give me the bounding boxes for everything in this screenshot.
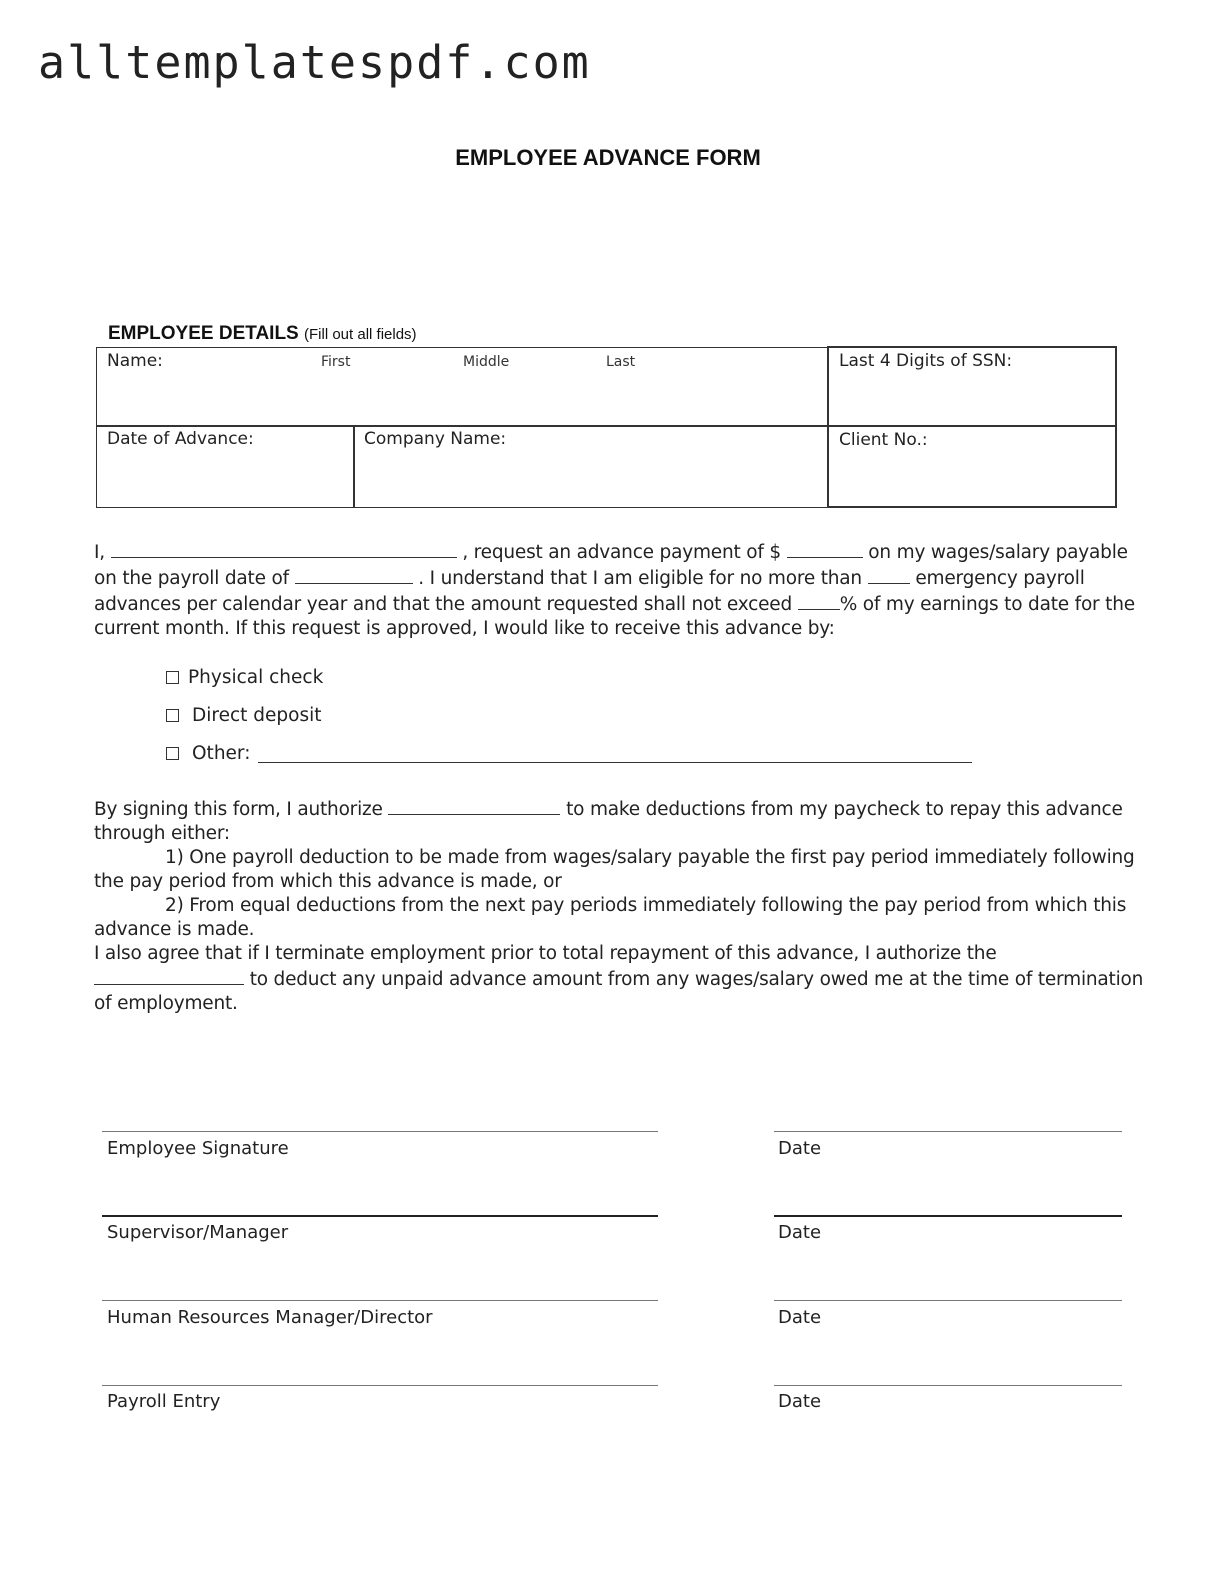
employee-name-blank[interactable] xyxy=(111,539,457,558)
request-line2-b: . I understand that I am eligible for no more than xyxy=(418,568,862,589)
page-title: EMPLOYEE ADVANCE FORM xyxy=(455,145,761,170)
auth-line9: of employment. xyxy=(94,993,238,1014)
section-note: (Fill out all fields) xyxy=(304,326,417,343)
hr-signature-label: Human Resources Manager/Director xyxy=(107,1307,433,1328)
company-name-field[interactable] xyxy=(353,425,829,508)
auth-line1-a: By signing this form, I authorize xyxy=(94,799,383,820)
hr-signature-line[interactable] xyxy=(102,1300,658,1301)
supervisor-date-label: Date xyxy=(778,1222,822,1243)
request-line3-b: % of my earnings to date for the xyxy=(839,594,1135,615)
request-paragraph xyxy=(94,539,1135,641)
other-blank[interactable] xyxy=(258,744,972,763)
payroll-signature-line[interactable] xyxy=(102,1385,658,1386)
employee-details-heading xyxy=(108,323,417,345)
supervisor-signature-label: Supervisor/Manager xyxy=(107,1222,289,1243)
auth-line6: advance is made. xyxy=(94,919,255,940)
date-of-advance-field[interactable] xyxy=(96,425,355,508)
option-other[interactable] xyxy=(166,743,972,764)
auth-line8-b: to deduct any unpaid advance amount from any wages/salary owed me at the time of termination xyxy=(249,969,1144,990)
last-name-label: Last xyxy=(606,354,636,370)
option-direct-deposit[interactable] xyxy=(166,705,322,726)
other-label: Other: xyxy=(192,743,251,764)
hr-date-label: Date xyxy=(778,1307,822,1328)
request-line1-c: on my wages/salary payable xyxy=(868,542,1128,563)
employee-signature-line[interactable] xyxy=(102,1131,658,1132)
physical-check-label: Physical check xyxy=(188,667,324,688)
request-line1-b: , request an advance payment of $ xyxy=(462,542,781,563)
other-checkbox[interactable] xyxy=(166,747,179,760)
auth-line1-b: to make deductions from my paycheck to repay this advance xyxy=(566,799,1123,820)
advance-amount-blank[interactable] xyxy=(787,539,863,558)
request-line2-c: emergency payroll xyxy=(915,568,1085,589)
name-label: Name: xyxy=(107,351,163,371)
payroll-date-blank[interactable] xyxy=(295,565,413,584)
option-physical-check[interactable] xyxy=(166,667,323,688)
auth-line2: through either: xyxy=(94,823,230,844)
ssn-field[interactable] xyxy=(827,346,1117,427)
direct-deposit-label: Direct deposit xyxy=(192,705,322,726)
max-advances-blank[interactable] xyxy=(868,565,910,584)
percent-blank[interactable] xyxy=(798,591,840,610)
employee-date-line[interactable] xyxy=(774,1131,1122,1132)
payroll-date-label: Date xyxy=(778,1391,822,1412)
section-title: EMPLOYEE DETAILS xyxy=(108,323,299,344)
authorized-party-blank[interactable] xyxy=(388,796,560,815)
employee-signature-label: Employee Signature xyxy=(107,1138,289,1159)
company-name-label: Company Name: xyxy=(364,429,507,449)
auth-line7: I also agree that if I terminate employment prior to total repayment of this advance, I authorize the xyxy=(94,943,997,964)
request-line3-a: advances per calendar year and that the amount requested shall not exceed xyxy=(94,594,793,615)
auth-line4: the pay period from which this advance is made, or xyxy=(94,871,562,892)
watermark: alltemplatespdf.com xyxy=(38,36,591,89)
payroll-entry-label: Payroll Entry xyxy=(107,1391,221,1412)
request-line4: current month. If this request is approved, I would like to receive this advance by: xyxy=(94,618,835,639)
supervisor-date-line[interactable] xyxy=(774,1215,1122,1217)
direct-deposit-checkbox[interactable] xyxy=(166,709,179,722)
auth-line5: 2) From equal deductions from the next pay periods immediately following the pay period from which this xyxy=(165,895,1127,916)
authorization-paragraph xyxy=(94,796,1144,1016)
client-no-label: Client No.: xyxy=(839,430,928,450)
client-no-field[interactable] xyxy=(827,425,1117,508)
supervisor-signature-line[interactable] xyxy=(102,1215,658,1217)
request-line2-a: on the payroll date of xyxy=(94,568,289,589)
employee-date-label: Date xyxy=(778,1138,822,1159)
middle-name-label: Middle xyxy=(463,354,510,370)
date-of-advance-label: Date of Advance: xyxy=(107,429,254,449)
company-deduct-blank[interactable] xyxy=(94,966,244,985)
hr-date-line[interactable] xyxy=(774,1300,1122,1301)
first-name-label: First xyxy=(321,354,351,370)
ssn-label: Last 4 Digits of SSN: xyxy=(839,351,1013,371)
name-field[interactable] xyxy=(96,347,829,427)
auth-line3: 1) One payroll deduction to be made from wages/salary payable the first pay period immediately following xyxy=(165,847,1135,868)
payroll-date-line[interactable] xyxy=(774,1385,1122,1386)
request-line1-a: I, xyxy=(94,542,105,563)
physical-check-checkbox[interactable] xyxy=(166,671,179,684)
